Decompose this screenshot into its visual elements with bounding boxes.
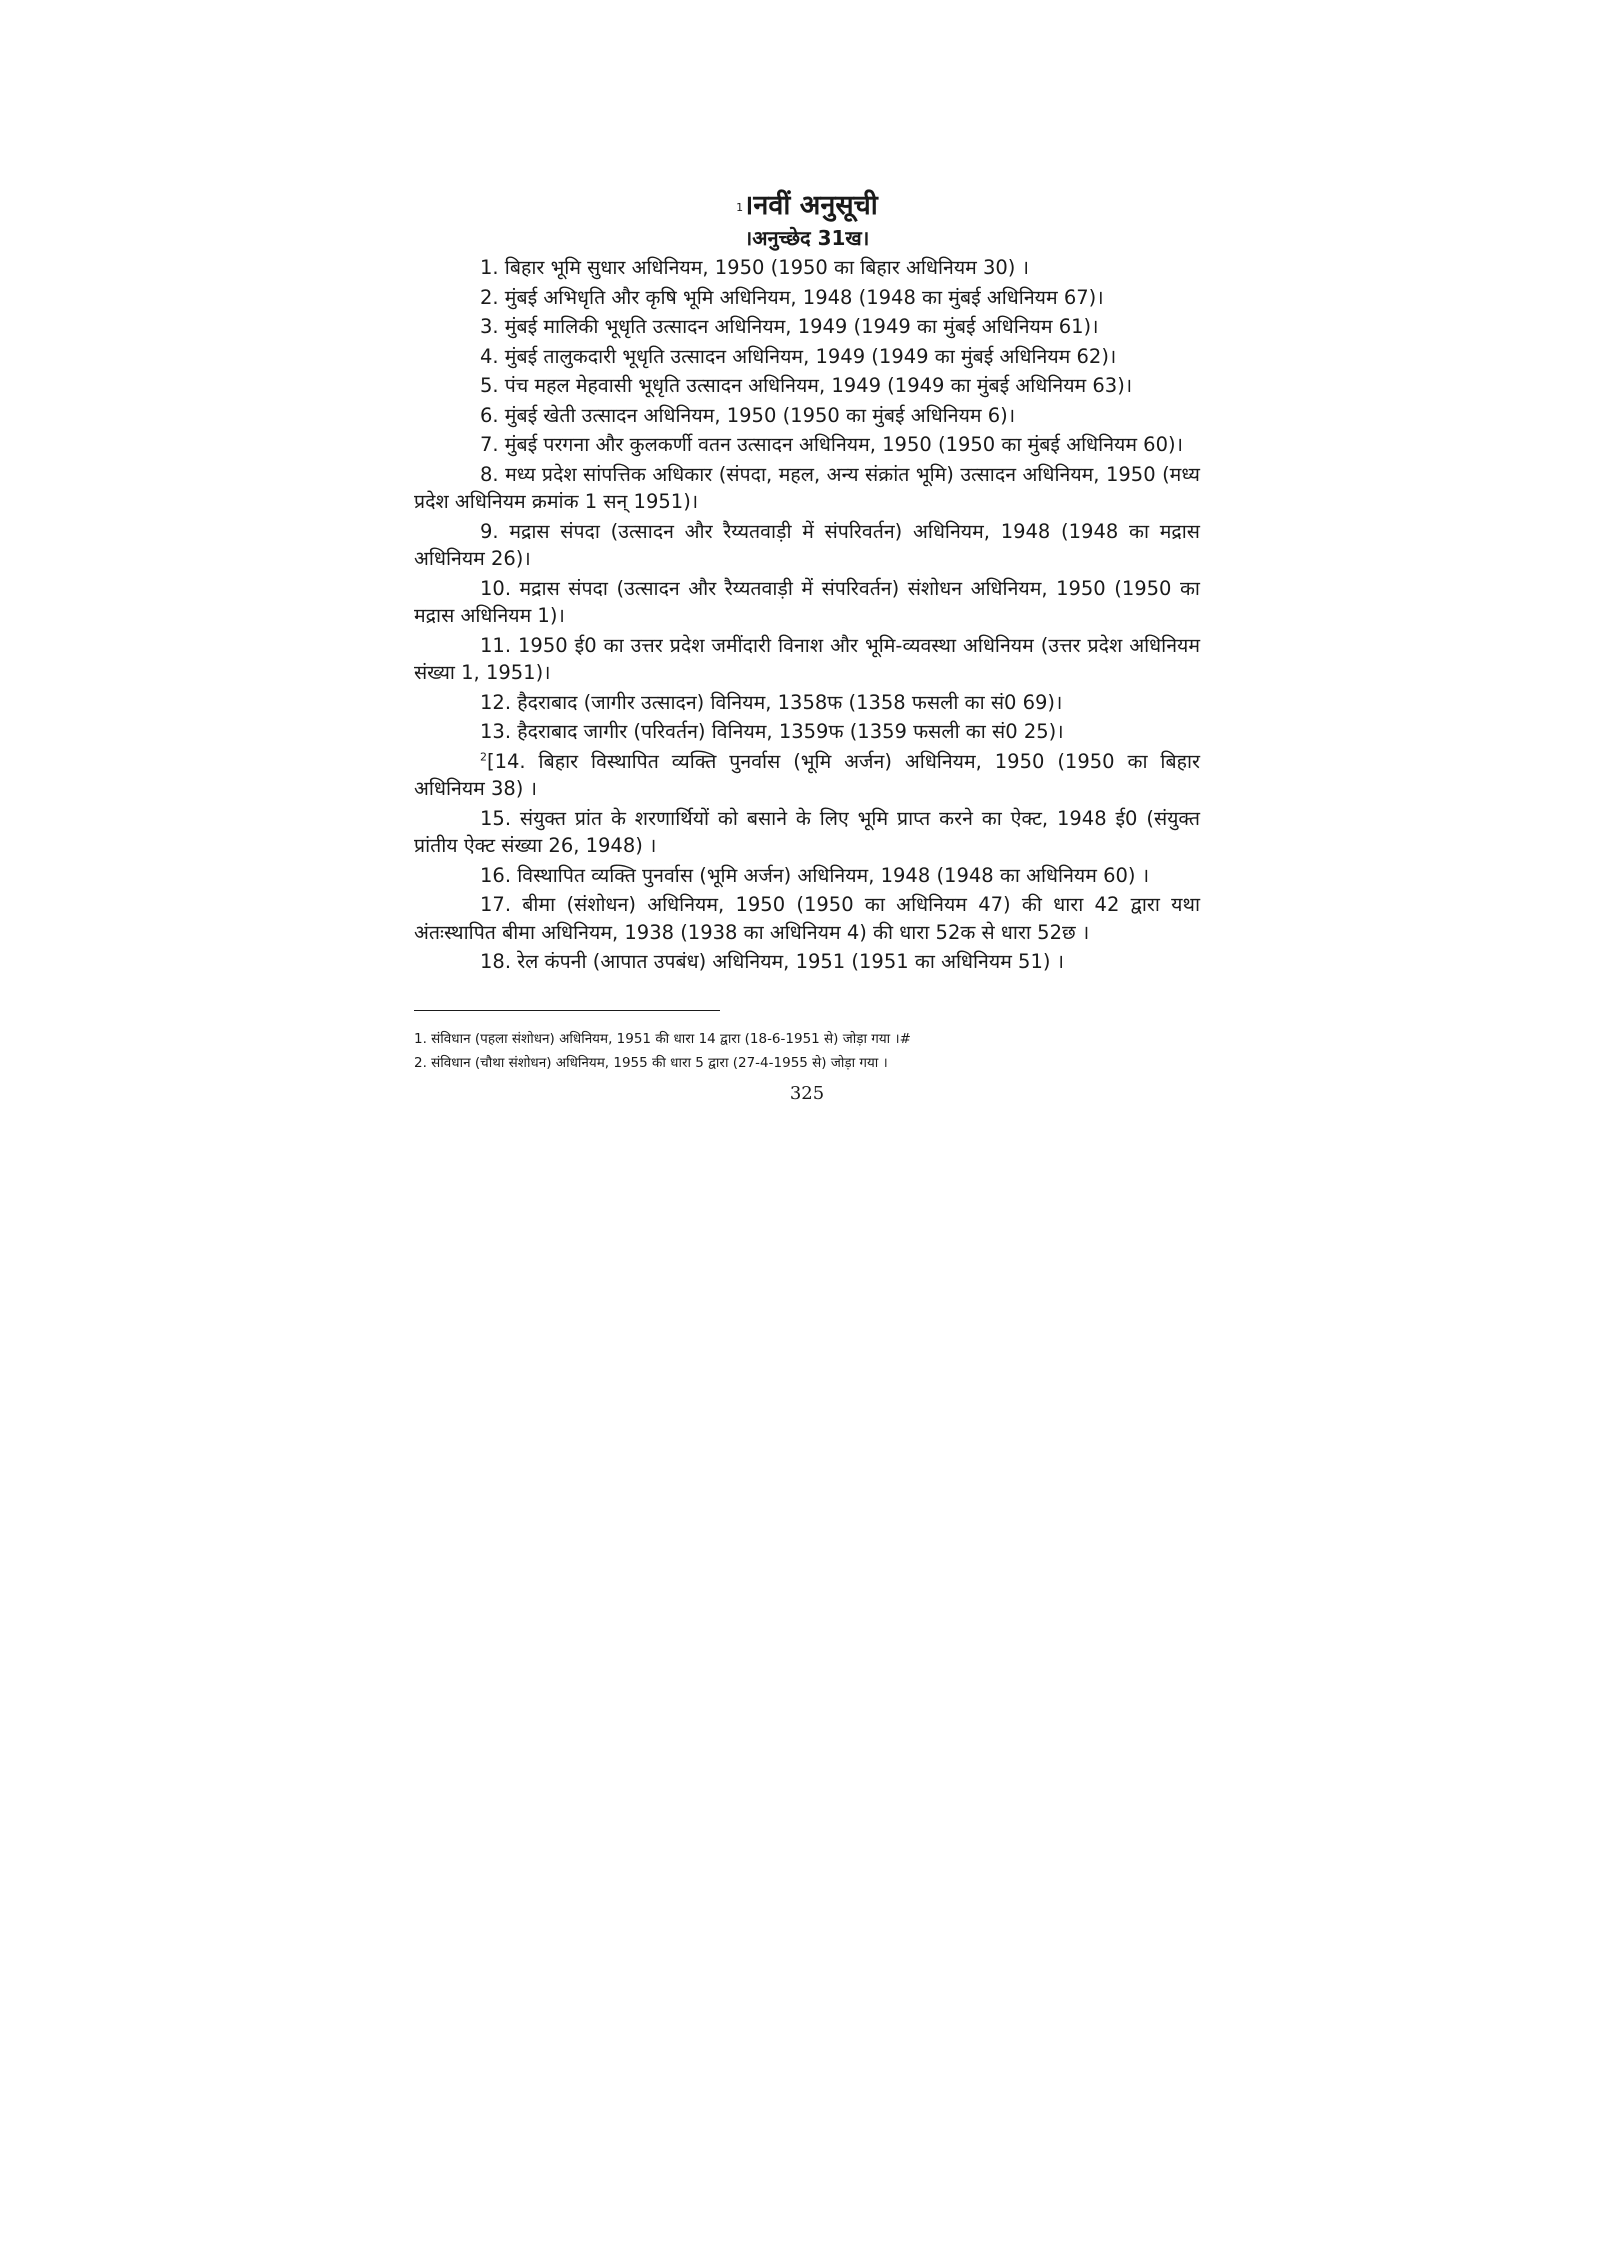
page-number: 325 [789, 1082, 825, 1104]
act-list-item-text: 5. पंच महल मेहवासी भूधृति उत्सादन अधिनियम, 1949 (1949 का मुंबई अधिनियम 63)। [480, 374, 1133, 397]
act-list-item-text: 11. 1950 ई0 का उत्तर प्रदेश जमींदारी विनाश और भूमि-व्यवस्था अधिनियम (उत्तर प्रदेश अधिनियम संख्या 1, 1951)। [414, 633, 1200, 684]
act-list-item [414, 891, 1200, 946]
act-list-item [414, 718, 1200, 746]
act-list-item-text: 8. मध्य प्रदेश सांपत्तिक अधिकार (संपदा, महल, अन्य संक्रांत भूमि) उत्सादन अधिनियम, 1950 (मध्य प्रदेश अधिनियम क्रमांक 1 सन् 1951)। [414, 462, 1200, 513]
act-list-item-text: 10. मद्रास संपदा (उत्सादन और रैय्यतवाड़ी में संपरिवर्तन) संशोधन अधिनियम, 1950 (1950 का मद्रास अधिनियम 1)। [414, 576, 1200, 627]
act-list-item [414, 805, 1200, 860]
act-list-item [414, 313, 1200, 341]
act-list-item [414, 402, 1200, 430]
act-list-item-text: 13. हैदराबाद जागीर (परिवर्तन) विनियम, 1359फ (1359 फसली का सं0 25)। [480, 720, 1064, 743]
document-page [414, 188, 1200, 1107]
act-list-item [414, 343, 1200, 371]
act-list-item [414, 862, 1200, 890]
act-list [414, 254, 1200, 976]
act-list-item [414, 431, 1200, 459]
title-footnote-marker: 1 [736, 201, 744, 214]
act-list-item [414, 575, 1200, 630]
footnote: 1. संविधान (पहला संशोधन) अधिनियम, 1951 की धारा 14 द्वारा (18-6-1951 से) जोड़ा गया ।# [414, 1030, 911, 1047]
act-list-item [414, 461, 1200, 516]
act-list-item-text: 7. मुंबई परगना और कुलकर्णी वतन उत्सादन अधिनियम, 1950 (1950 का मुंबई अधिनियम 60)। [480, 433, 1183, 456]
act-list-item-text: 2. मुंबई अभिधृति और कृषि भूमि अधिनियम, 1948 (1948 का मुंबई अधिनियम 67)। [480, 285, 1104, 309]
act-list-item-text: [14. बिहार विस्थापित व्यक्ति पुनर्वास (भूमि अर्जन) अधिनियम, 1950 (1950 का बिहार अधिनियम 38) । [414, 749, 1200, 800]
act-list-item [414, 689, 1200, 717]
act-list-item-text: 12. हैदराबाद (जागीर उत्सादन) विनियम, 1358फ (1358 फसली का सं0 69)। [480, 690, 1063, 714]
item-footnote-marker: 2 [480, 750, 487, 763]
act-list-item [414, 518, 1200, 573]
act-list-item [414, 284, 1200, 312]
act-list-item-text: 17. बीमा (संशोधन) अधिनियम, 1950 (1950 का अधिनियम 47) की धारा 42 द्वारा यथा अंतःस्थापित बीमा अधिनियम, 1938 (1938 का अधिनियम 4) की धारा 52क से धारा 52छ । [414, 893, 1200, 944]
act-list-item-text: 15. संयुक्त प्रांत के शरणार्थियों को बसाने के लिए भूमि प्राप्त करने का ऐक्ट, 1948 ई0 (संयुक्त प्रांतीय ऐक्ट संख्या 26, 1948) । [414, 806, 1200, 857]
act-list-item [414, 948, 1200, 976]
schedule-title [414, 188, 1200, 224]
act-list-item-text: 18. रेल कंपनी (आपात उपबंध) अधिनियम, 1951 (1951 का अधिनियम 51) । [480, 950, 1065, 973]
act-list-item-text: 3. मुंबई मालिकी भूधृति उत्सादन अधिनियम, 1949 (1949 का मुंबई अधिनियम 61)। [480, 315, 1099, 338]
footnotes [414, 1027, 1200, 1075]
article-reference: ।अनुच्छेद 31ख। [744, 226, 870, 250]
footnote: 2. संविधान (चौथा संशोधन) अधिनियम, 1955 की धारा 5 द्वारा (27-4-1955 से) जोड़ा गया । [414, 1054, 888, 1071]
act-list-item [414, 254, 1200, 282]
act-list-item-text: 16. विस्थापित व्यक्ति पुनर्वास (भूमि अर्जन) अधिनियम, 1948 (1948 का अधिनियम 60) । [480, 863, 1150, 887]
act-list-item [414, 748, 1200, 803]
act-list-item [414, 632, 1200, 687]
footnote-divider [414, 1010, 720, 1011]
act-list-item-text: 4. मुंबई तालुकदारी भूधृति उत्सादन अधिनियम, 1949 (1949 का मुंबई अधिनियम 62)। [480, 344, 1117, 368]
schedule-title-text: ।नवीं अनुसूची [743, 190, 878, 221]
act-list-item-text: 1. बिहार भूमि सुधार अधिनियम, 1950 (1950 का बिहार अधिनियम 30) । [480, 256, 1030, 279]
act-list-item [414, 372, 1200, 400]
act-list-item-text: 9. मद्रास संपदा (उत्सादन और रैय्यतवाड़ी में संपरिवर्तन) अधिनियम, 1948 (1948 का मद्रास अधिनियम 26)। [414, 519, 1200, 570]
act-list-item-text: 6. मुंबई खेती उत्सादन अधिनियम, 1950 (1950 का मुंबई अधिनियम 6)। [480, 403, 1016, 427]
